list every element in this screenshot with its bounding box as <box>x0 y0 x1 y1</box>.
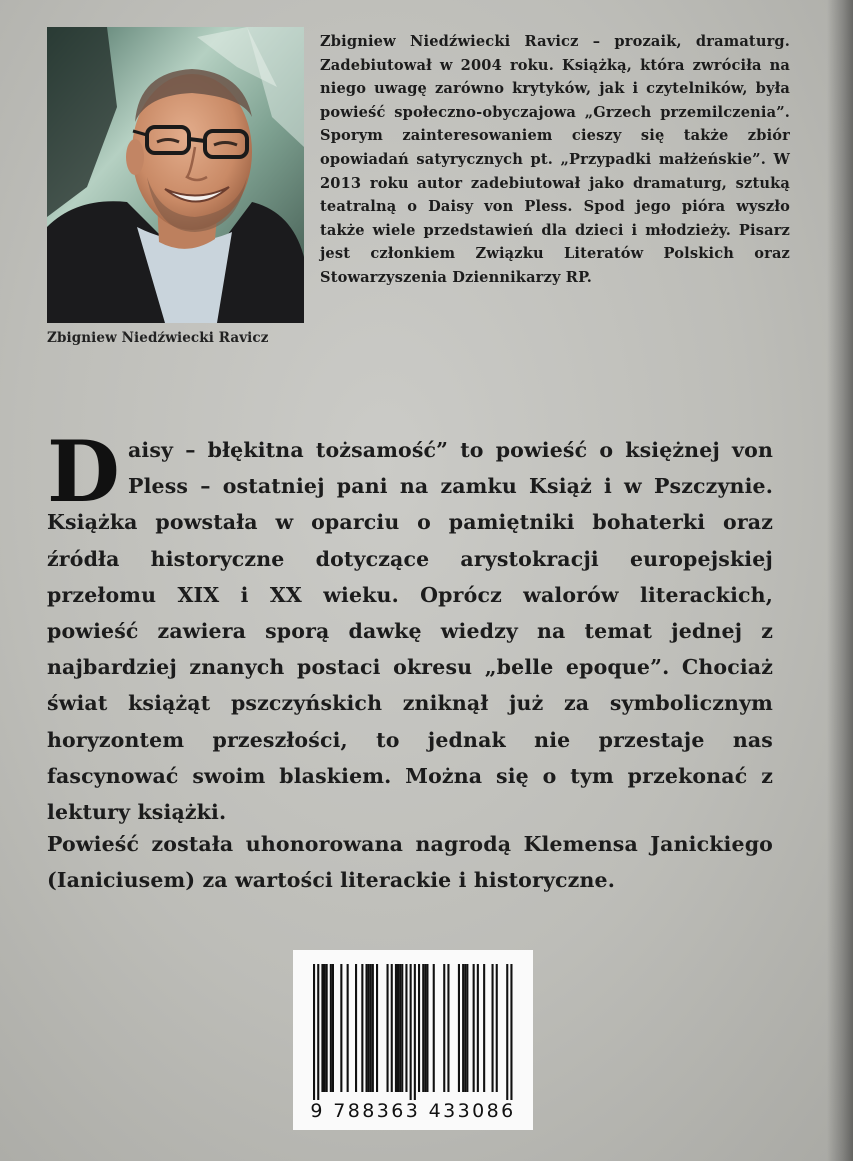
barcode-bar <box>397 964 399 1092</box>
barcode-bar <box>399 964 401 1092</box>
barcode-bar <box>366 964 368 1092</box>
author-photo-caption: Zbigniew Niedźwiecki Ravicz <box>47 330 269 346</box>
barcode-bar <box>368 964 370 1092</box>
barcode-bar <box>466 964 468 1092</box>
isbn-number: 9 788363 433086 <box>310 1100 516 1122</box>
barcode-bar <box>340 964 342 1092</box>
barcode-bar <box>313 964 315 1100</box>
description-text: aisy – błękitna tożsamość” to powieść o księżnej von Pless – ostatniej pani na zamku Książ i w Pszczynie. Książka powstała w oparciu o pamiętniki bohaterki oraz źródła historyczne dotyczące arystokracji europejskiej przełomu XIX i XX wieku. Oprócz walorów literackich, powieść zawiera sporą dawkę wiedzy na temat jednej z najbardziej znanych postaci okresu „belle epoque”. Chociaż świat książąt pszczyńskich zniknął już za symbolicznym horyzontem przeszłości, to jednak nie przestaje nas fascynować swoim blaskiem. Można się o tym przekonać z lektury książki. <box>47 438 773 825</box>
barcode-bar <box>464 964 466 1092</box>
barcode-bar <box>395 964 397 1092</box>
barcode-bar <box>376 964 378 1092</box>
barcode-bar <box>483 964 485 1092</box>
isbn-barcode <box>293 950 533 1130</box>
barcode-bars <box>305 964 521 1100</box>
barcode-bar <box>317 964 319 1100</box>
barcode-bar <box>332 964 334 1092</box>
barcode-bar <box>443 964 445 1092</box>
barcode-bar <box>410 964 412 1100</box>
barcode-bar <box>414 964 416 1100</box>
barcode-bar <box>321 964 323 1092</box>
author-bio: Zbigniew Niedźwiecki Ravicz – prozaik, dramaturg. Zadebiutował w 2004 roku. Książką, która zwróciła na niego uwagę zarówno krytyków, jak i czytelników, była powieść społeczno-obyczajowa „Grzech przemilczenia”. Sporym zainteresowaniem cieszy się także zbiór opowiadań satyrycznych pt. „Przypadki małżeńskie”. W 2013 roku autor zadebiutował jako dramaturg, sztuką teatralną o Daisy von Pless. Spod jego pióra wyszło także wiele przedstawień dla dzieci i młodzieży. Pisarz jest członkiem Związku Literatów Polskich oraz Stowarzyszenia Dziennikarzy RP. <box>320 33 790 286</box>
drop-cap: D <box>47 422 120 521</box>
barcode-bar <box>477 964 479 1092</box>
barcode-bar <box>401 964 403 1092</box>
barcode-bar <box>324 964 326 1092</box>
award-note: Powieść została uhonorowana nagrodą Klemensa Janickiego (Ianiciusem) za wartości literackie i historyczne. <box>47 832 773 893</box>
barcode-bar <box>433 964 435 1092</box>
barcode-bar <box>355 964 357 1092</box>
barcode-bar <box>418 964 420 1092</box>
barcode-bar <box>422 964 424 1092</box>
barcode-bar <box>496 964 498 1092</box>
barcode-bar <box>330 964 332 1092</box>
author-photo <box>47 27 304 323</box>
barcode-bar <box>370 964 372 1092</box>
barcode-bar <box>510 964 512 1100</box>
barcode-bar <box>424 964 426 1092</box>
barcode-bar <box>462 964 464 1092</box>
barcode-bar <box>326 964 328 1092</box>
barcode-bar <box>387 964 389 1092</box>
barcode-bar <box>506 964 508 1100</box>
barcode-bar <box>458 964 460 1092</box>
barcode-bar <box>391 964 393 1092</box>
book-description <box>47 422 773 830</box>
barcode-bar <box>447 964 449 1092</box>
barcode-bar <box>426 964 428 1092</box>
barcode-bar <box>347 964 349 1092</box>
barcode-bar <box>405 964 407 1092</box>
barcode-bar <box>473 964 475 1092</box>
cover-edge-shadow <box>827 0 853 1161</box>
barcode-bar <box>492 964 494 1092</box>
barcode-bar <box>361 964 363 1092</box>
barcode-bar <box>372 964 374 1092</box>
